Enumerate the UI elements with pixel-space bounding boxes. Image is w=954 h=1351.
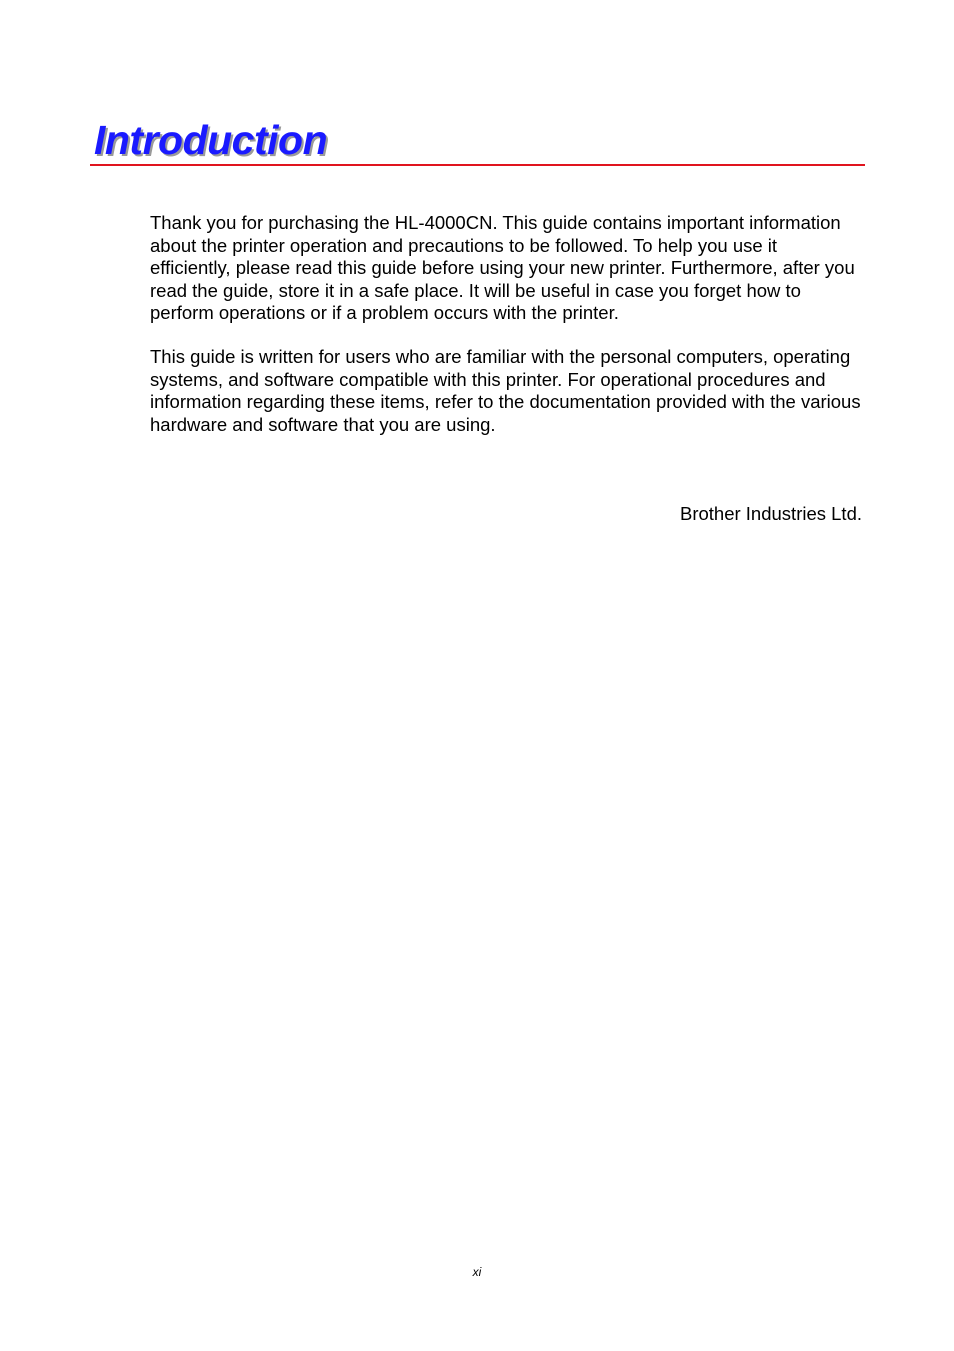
- heading-divider: [90, 164, 865, 166]
- intro-paragraph-purchase: Thank you for purchasing the HL-4000CN. This guide contains important information about the printer operation and precautions to be followed. To help you use it efficiently, please read this guide before using your new printer. Furthermore, after you read the guide, store it in a safe place. It will be useful in case you forget how to perform operations or if a problem occurs with the printer.: [150, 212, 855, 323]
- page-number: xi: [472, 1265, 482, 1279]
- intro-paragraph-audience: This guide is written for users who are familiar with the personal computers, operating systems, and software compatible with this printer. For operational procedures and information regarding these items, refer to the documentation provided with the various hardware and software that you are using.: [150, 346, 861, 435]
- page-title: Introduction: [94, 117, 328, 163]
- company-signature: Brother Industries Ltd.: [679, 503, 862, 524]
